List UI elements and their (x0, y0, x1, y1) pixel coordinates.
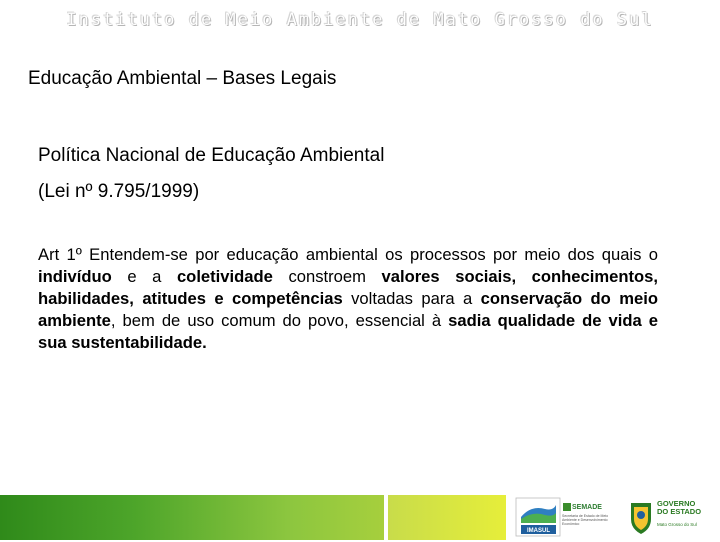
law-number: (Lei nº 9.795/1999) (38, 181, 200, 202)
slide-title: Educação Ambiental – Bases Legais (28, 68, 337, 89)
article-emphasis: sadia qualidade de vida e sua sustentabilidade. (38, 311, 659, 352)
article-emphasis: coletividade (176, 267, 273, 286)
article-text (38, 244, 658, 354)
governo-line2: DO ESTADO (657, 507, 702, 516)
footer-yellow-band (388, 495, 506, 540)
article-emphasis: indivíduo (38, 267, 112, 286)
governo-logo-text (657, 500, 701, 516)
governo-line1: GOVERNO (657, 499, 696, 508)
governo-ms-logo (627, 497, 719, 539)
law-name: Política Nacional de Educação Ambiental (38, 145, 385, 166)
imasul-emblem-icon (515, 497, 561, 537)
imasul-logo-text: IMASUL (527, 528, 550, 534)
article-emphasis: conservação do meio ambiente (38, 289, 658, 330)
footer-green-band (0, 495, 384, 540)
semade-logo-subtext: Secretaria de Estado de Meio Ambiente e Desenvolvimento Econômico (562, 514, 609, 526)
article-fragment: , bem de uso comum do povo, essencial à (110, 311, 449, 330)
imasul-logo (515, 497, 561, 537)
governo-logo-subtext: Mato Grosso do Sul (657, 522, 697, 527)
semade-logo-text: SEMADE (572, 504, 602, 511)
semade-logo (562, 500, 622, 536)
article-emphasis: valores sociais, conhecimentos, habilidades, atitudes e competências (38, 267, 658, 308)
article-fragment: e a (111, 267, 177, 286)
article-fragment: voltadas para a (342, 289, 481, 308)
article-fragment: Art 1º Entendem-se por educação ambiental os processos por meio dos quais o (38, 245, 658, 264)
institution-header: Instituto de Meio Ambiente de Mato Grosso do Sul (66, 10, 654, 30)
state-coat-of-arms-icon (627, 497, 655, 537)
article-fragment: constroem (272, 267, 382, 286)
